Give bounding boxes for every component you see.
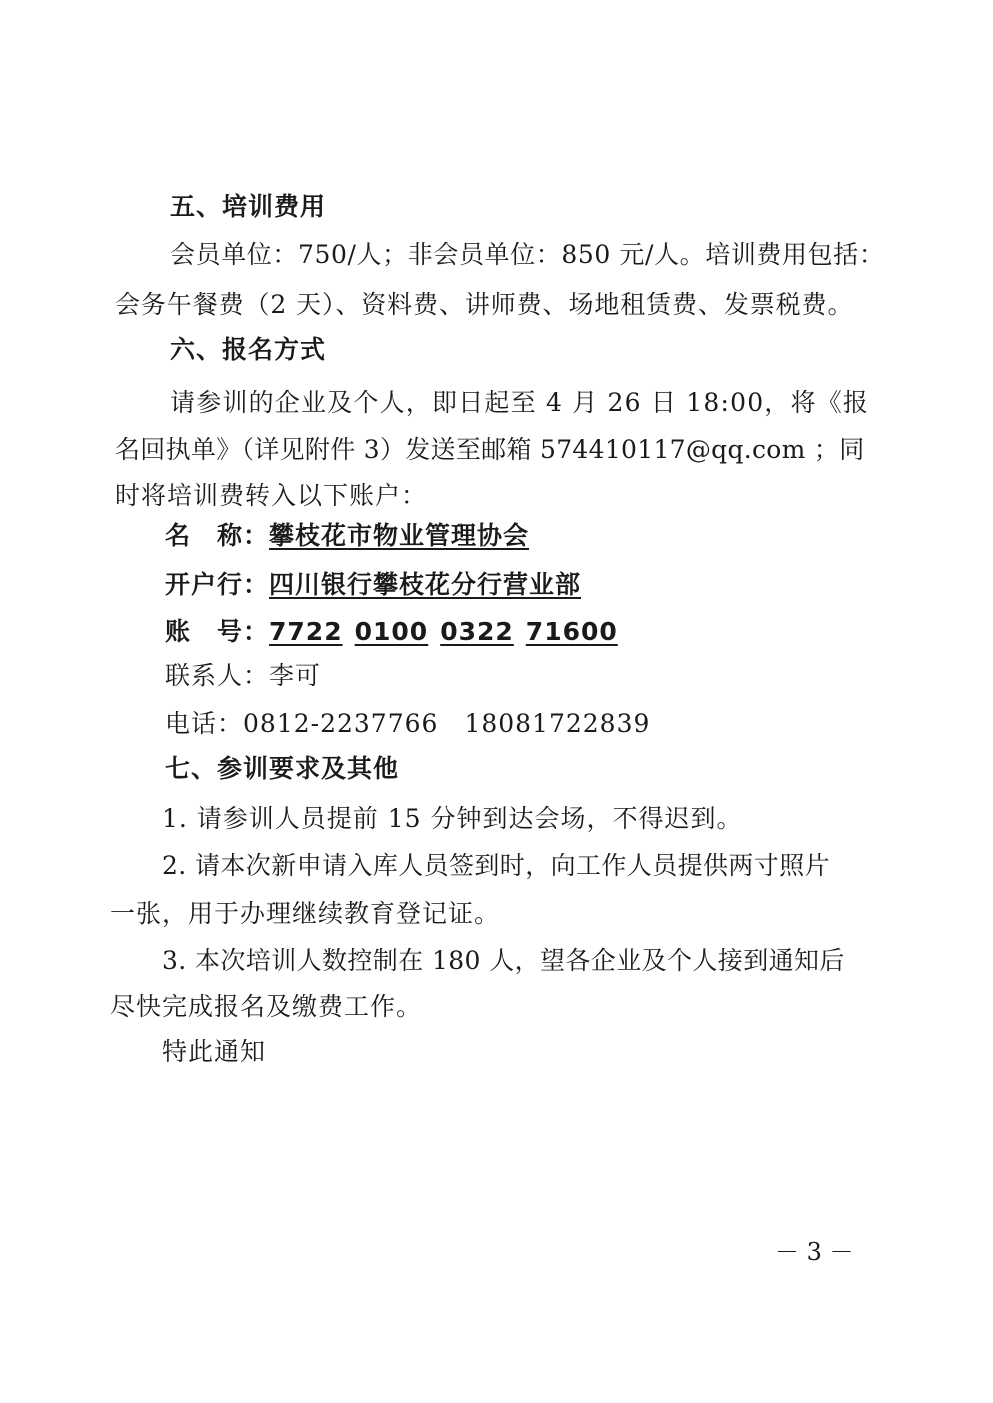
closing-text: 特此通知 — [162, 1037, 267, 1066]
contact-phone-1: 0812-2237766 — [243, 709, 439, 738]
bank-account-group-4: 71600 — [525, 617, 618, 646]
bank-branch-value: 四川银行攀枝花分行营业部 — [269, 570, 582, 599]
fee-line-1: 会员单位：750/人；非会员单位：850 元/人。培训费用包括： — [170, 240, 885, 269]
requirements-heading: 七、参训要求及其他 — [165, 754, 400, 783]
bank-branch-row — [165, 568, 581, 602]
fee-heading: 五、培训费用 — [170, 192, 327, 221]
bank-account-group-3: 0322 — [440, 617, 514, 646]
signup-heading: 六、报名方式 — [170, 335, 327, 364]
requirement-item-3-line-1: 3. 本次培训人数控制在 180 人，望各企业及个人接到通知后 — [162, 946, 845, 975]
page-number: － 3 － — [775, 1238, 854, 1266]
bank-branch-label: 开户行： — [165, 570, 270, 599]
bank-account-row — [165, 615, 630, 649]
contact-phone-label: 电话： — [165, 709, 244, 738]
bank-name-label: 名 称： — [165, 521, 270, 550]
fee-line-2: 会务午餐费（2 天）、资料费、讲师费、场地租赁费、发票税费。 — [115, 290, 854, 319]
bank-name-value: 攀枝花市物业管理协会 — [269, 521, 530, 550]
requirement-item-2-line-2: 一张，用于办理继续教育登记证。 — [110, 899, 501, 928]
signup-line-3: 时将培训费转入以下账户： — [115, 481, 428, 510]
signup-line-1: 请参训的企业及个人，即日起至 4 月 26 日 18:00，将《报 — [170, 388, 870, 417]
contact-phone-2: 18081722839 — [464, 709, 651, 738]
requirement-item-1: 1. 请参训人员提前 15 分钟到达会场，不得迟到。 — [162, 804, 743, 833]
signup-line-2: 名回执单》（详见附件 3）发送至邮箱 574410117@qq.com ；同 — [115, 435, 865, 464]
bank-account-label: 账 号： — [165, 617, 270, 646]
requirement-item-3-line-2: 尽快完成报名及缴费工作。 — [110, 992, 423, 1021]
bank-account-group-1: 7722 — [269, 617, 343, 646]
contact-phone-row — [165, 707, 650, 741]
bank-account-group-2: 0100 — [354, 617, 429, 646]
bank-name-row — [165, 519, 529, 553]
contact-person: 联系人：李可 — [165, 661, 322, 690]
requirement-item-2-line-1: 2. 请本次新申请入库人员签到时，向工作人员提供两寸照片 — [162, 851, 831, 880]
